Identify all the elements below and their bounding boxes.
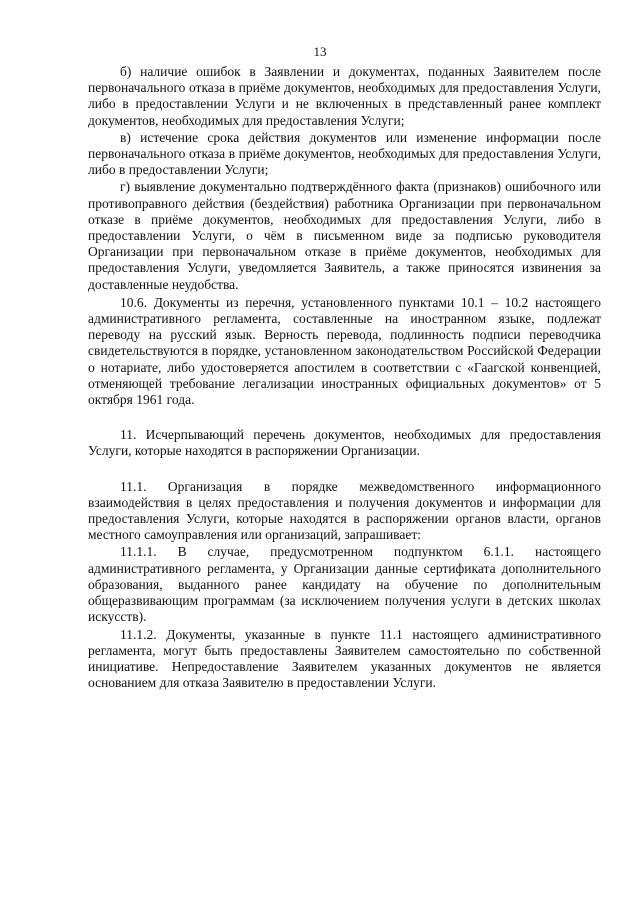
- section-11-heading: 11. Исчерпывающий перечень документов, необходимых для предоставления Услуги, которые находятся в распоряжении Организации.: [88, 427, 601, 459]
- paragraph-11-1-2: 11.1.2. Документы, указанные в пункте 11.1 настоящего административного регламента, могут быть предоставлены Заявителем самостоятельно по собственной инициативе. Непредоставление Заявителем указанных документов не является основанием для отказа Заявителю в предоставлении Услуги.: [88, 626, 601, 691]
- paragraph-b-errors: б) наличие ошибок в Заявлении и документах, поданных Заявителем после первоначального отказа в приёме документов, необходимых для предоставления Услуги, либо в предоставлении Услуги и не включенных в представленный ранее комплект документов, необходимых для предоставления Услуги;: [88, 64, 601, 128]
- paragraph-11-1: 11.1. Организация в порядке межведомственного информационного взаимодействия в целях предоставления и получения документов и информации для предоставления Услуги, которые находятся в распоряжении органов власти, органов местного самоуправления или организаций, запрашивает:: [88, 478, 601, 543]
- paragraph-v-expiry: в) истечение срока действия документов или изменение информации после первоначального отказа в приёме документов, необходимых для предоставления Услуги, либо в предоставлении Услуги;: [88, 129, 601, 178]
- document-body: [88, 64, 601, 691]
- page-number: 13: [313, 44, 327, 59]
- paragraph-10-6: 10.6. Документы из перечня, установленного пунктами 10.1 – 10.2 настоящего административного регламента, составленные на иностранном языке, подлежат переводу на русский язык. Верность перевода, подлинность подписи переводчика свидетельствуются в порядке, установленном законодательством Российской Федерации о нотариате, либо удостоверяется апостилем в соответствии с «Гаагской конвенцией, отменяющей требование легализации иностранных официальных документов» от 5 октября 1961 года.: [88, 294, 601, 408]
- paragraph-11-1-1: 11.1.1. В случае, предусмотренном подпунктом 6.1.1. настоящего административного регламента, у Организации данные сертификата дополнительного образования, выданного ранее кандидату на обучение по дополнительным общеразвивающим программам (за исключением получения услуги в детских школах искусств).: [88, 544, 601, 625]
- paragraph-g-violation: г) выявление документально подтверждённого факта (признаков) ошибочного или противоправного действия (бездействия) работника Организации при первоначальном отказе в приёме документов, необходимых для предоставления Услуги, либо в предоставлении Услуги, о чём в письменном виде за подписью руководителя Организации при первоначальном отказе в приёме документов, необходимых для предоставления Услуги, уведомляется Заявитель, а также приносятся извинения за доставленные неудобства.: [88, 179, 601, 292]
